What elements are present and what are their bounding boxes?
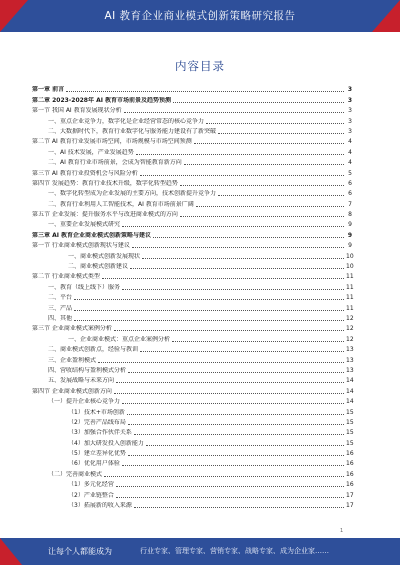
toc-entry-text: 第四节 企业商业模式创新方向 <box>32 387 112 395</box>
toc-chapter-entry[interactable] <box>32 94 352 104</box>
toc-entry[interactable] <box>32 302 352 312</box>
toc-chapter-entry[interactable] <box>32 229 352 239</box>
toc-dot-leader <box>140 175 344 176</box>
toc-page-number: 6 <box>348 179 352 187</box>
toc-dot-leader <box>128 424 344 425</box>
toc-page-number: 3 <box>348 127 352 135</box>
toc-dot-leader <box>206 123 344 124</box>
toc-page-number: 6 <box>348 190 352 198</box>
toc-page-number: 15 <box>346 439 354 447</box>
toc-page-number: 13 <box>346 346 354 354</box>
toc-page-number: 9 <box>348 242 352 250</box>
toc-dot-leader <box>66 91 344 92</box>
toc-entry-text: 二、AI 教育行业市场前景，会成为智能教育新方向 <box>48 159 182 167</box>
toc-entry[interactable] <box>32 188 352 198</box>
toc-entry[interactable] <box>32 427 352 437</box>
toc-entry-text: 第二章 2023-2028年 AI 教育市场前景及趋势预测 <box>32 96 172 104</box>
toc-page-number: 5 <box>348 169 352 177</box>
header-banner <box>0 0 400 32</box>
toc-page-number: 14 <box>346 387 354 395</box>
toc-page-number: 11 <box>346 304 354 312</box>
toc-entry[interactable] <box>32 292 352 302</box>
toc-page-number: 15 <box>346 429 354 437</box>
toc-entry[interactable] <box>32 157 352 167</box>
toc-entry-text: 第一节 我国 AI 教育发展现状分析 <box>32 107 122 115</box>
toc-dot-leader <box>180 185 344 186</box>
toc-dot-leader <box>104 476 344 477</box>
toc-entry-text: 第四节 发展趋势：教育行业技术升级，数字化转型趋势 <box>32 179 178 187</box>
toc-page-number: 10 <box>346 263 354 271</box>
toc-dot-leader <box>146 445 344 446</box>
toc-page-number: 4 <box>348 148 352 156</box>
toc-entry-text: 一、商业模式创新发展现状 <box>68 252 141 260</box>
toc-entry[interactable] <box>32 219 352 229</box>
toc-dot-leader <box>153 237 344 238</box>
toc-page-number: 14 <box>346 377 354 385</box>
toc-page-number: 3 <box>347 96 352 104</box>
toc-page-number: 4 <box>348 159 352 167</box>
toc-dot-leader <box>116 497 344 498</box>
toc-entry-text: 第五节 企业发展：提升服务水平与改进商业模式的方向 <box>32 211 178 219</box>
toc-entry-text: 一、数字化转型成为企业发展的主要方向，技术创新提升竞争力 <box>48 190 217 198</box>
toc-page-number: 15 <box>346 408 354 416</box>
toc-entry[interactable] <box>32 209 352 219</box>
toc-entry-text: （1）多元化经营 <box>68 481 114 489</box>
toc-page-number: 9 <box>347 231 352 239</box>
footer-red-corner <box>0 538 22 565</box>
toc-dot-leader <box>74 310 344 311</box>
toc-entry[interactable] <box>32 489 352 499</box>
toc-entry[interactable] <box>32 385 352 395</box>
toc-dot-leader <box>173 102 344 103</box>
report-title: AI 教育企业商业模式创新策略研究报告 <box>104 10 296 22</box>
toc-dot-leader <box>134 434 344 435</box>
toc-entry[interactable] <box>32 167 352 177</box>
toc-entry[interactable] <box>32 313 352 323</box>
toc-entry[interactable] <box>32 479 352 489</box>
toc-entry[interactable] <box>32 437 352 447</box>
toc-page-number: 11 <box>346 283 354 291</box>
toc-heading: 内容目录 <box>175 59 225 73</box>
table-of-contents <box>32 84 352 510</box>
toc-entry-text: 二、平台 <box>48 294 73 302</box>
toc-entry-text: 一、企业商业模式：重点企业案例分析 <box>68 335 171 343</box>
toc-page-number: 16 <box>346 470 354 478</box>
toc-entry[interactable] <box>32 365 352 375</box>
toc-dot-leader <box>136 154 344 155</box>
toc-entry-text: 二、商业模式创新建议 <box>68 263 129 271</box>
toc-entry-text: （2）完善产品线布局 <box>68 418 126 426</box>
toc-dot-leader <box>172 341 344 342</box>
toc-dot-leader <box>74 299 344 300</box>
toc-dot-leader <box>196 206 344 207</box>
toc-entry[interactable] <box>32 126 352 136</box>
footer-slogan: 让每个人都能成为 <box>48 547 112 556</box>
toc-page-number: 9 <box>348 221 352 229</box>
toc-entry-text: 四、营收结构与盈利模式分析 <box>48 366 127 374</box>
toc-entry-text: 二、大数据时代下，教育行业数字化与服务能力建设有了新突破 <box>48 127 217 135</box>
toc-dot-leader <box>122 465 344 466</box>
toc-page-number: 16 <box>346 450 354 458</box>
toc-dot-leader <box>134 507 344 508</box>
toc-entry-text: （6）优化用户体验 <box>68 460 120 468</box>
toc-entry-text: （5）建立差异化优势 <box>68 450 126 458</box>
toc-dot-leader <box>127 414 344 415</box>
toc-dot-leader <box>142 258 344 259</box>
toc-dot-leader <box>102 278 344 279</box>
toc-entry[interactable] <box>32 136 352 146</box>
toc-entry-text: （2）产业链整合 <box>68 491 114 499</box>
toc-page-number: 14 <box>346 398 354 406</box>
toc-entry[interactable] <box>32 396 352 406</box>
toc-page-number: 3 <box>348 107 352 115</box>
toc-page-number: 3 <box>347 86 352 94</box>
toc-dot-leader <box>218 195 344 196</box>
toc-entry-text: （一）提升企业核心竞争力 <box>48 398 121 406</box>
toc-dot-leader <box>218 133 344 134</box>
toc-entry-text: 二、教育行业利用人工智能技术，AI 教育市场前景广阔 <box>48 200 194 208</box>
toc-page-number: 13 <box>346 366 354 374</box>
toc-dot-leader <box>194 143 344 144</box>
toc-entry-text: 第一节 行业商业模式创新现状与建议 <box>32 242 130 250</box>
toc-page-number: 17 <box>346 491 354 499</box>
toc-entry-text: （二）完善商业模式 <box>48 470 103 478</box>
toc-page-number: 15 <box>346 418 354 426</box>
toc-entry-text: 一、AI 技术发展，产业发展趋势 <box>48 148 134 156</box>
toc-entry[interactable] <box>32 281 352 291</box>
toc-dot-leader <box>116 486 344 487</box>
toc-dot-leader <box>128 372 344 373</box>
toc-page-number: 12 <box>346 325 354 333</box>
toc-dot-leader <box>116 382 344 383</box>
footer-tagline: 行业专家、管理专家、营销专家、战略专家、成为企业家…… <box>140 547 329 555</box>
toc-page-number: 17 <box>346 502 354 510</box>
toc-entry-text: 第三节 AI 教育行业投资机会与风险分析 <box>32 169 138 177</box>
toc-dot-leader <box>132 247 344 248</box>
toc-entry-text: 二、商业模式创新点，经验与教训 <box>48 346 139 354</box>
toc-entry-text: 三、企业盈利模式 <box>48 356 97 364</box>
toc-entry-text: 一、教育（线上线下）服务 <box>48 283 121 291</box>
toc-entry[interactable] <box>32 240 352 250</box>
toc-entry[interactable] <box>32 344 352 354</box>
toc-entry[interactable] <box>32 250 352 260</box>
toc-entry[interactable] <box>32 448 352 458</box>
footer-banner <box>0 538 400 565</box>
toc-entry-text: 五、发展战略与未来方向 <box>48 377 115 385</box>
toc-dot-leader <box>128 455 344 456</box>
toc-entry[interactable] <box>32 500 352 510</box>
toc-page-number: 12 <box>346 314 354 322</box>
toc-entry[interactable] <box>32 406 352 416</box>
toc-dot-leader <box>114 393 344 394</box>
toc-entry[interactable] <box>32 178 352 188</box>
toc-page-number: 16 <box>346 460 354 468</box>
toc-chapter-entry[interactable] <box>32 84 352 94</box>
toc-page-number: 3 <box>348 117 352 125</box>
toc-dot-leader <box>122 289 344 290</box>
toc-page-number: 8 <box>348 211 352 219</box>
toc-dot-leader <box>124 112 344 113</box>
toc-page-number: 11 <box>346 294 354 302</box>
toc-entry-text: 第二节 AI 教育行业发展市场空间，市场规模与市场空间预测 <box>32 138 192 146</box>
toc-entry[interactable] <box>32 146 352 156</box>
toc-entry[interactable] <box>32 375 352 385</box>
toc-page-number: 16 <box>346 481 354 489</box>
toc-entry-text: 三、产品 <box>48 304 73 312</box>
toc-dot-leader <box>184 164 344 165</box>
toc-entry[interactable] <box>32 458 352 468</box>
page-number: 1 <box>340 528 344 534</box>
toc-entry[interactable] <box>32 468 352 478</box>
toc-entry-text: （3）加强合作伙伴关系 <box>68 429 132 437</box>
toc-dot-leader <box>114 330 344 331</box>
toc-entry[interactable] <box>32 198 352 208</box>
toc-dot-leader <box>122 226 344 227</box>
toc-entry[interactable] <box>32 354 352 364</box>
toc-dot-leader <box>122 403 344 404</box>
toc-dot-leader <box>180 216 344 217</box>
toc-entry-text: 四、其他 <box>48 314 73 322</box>
toc-entry-text: 第三节 企业商业模式案例分析 <box>32 325 112 333</box>
toc-entry-text: （4）加大研发投入创新能力 <box>68 439 144 447</box>
toc-dot-leader <box>98 362 344 363</box>
toc-dot-leader <box>74 320 344 321</box>
toc-entry[interactable] <box>32 417 352 427</box>
toc-entry-text: （3）拓展新的收入来源 <box>68 502 132 510</box>
toc-page-number: 10 <box>346 252 354 260</box>
toc-entry[interactable] <box>32 271 352 281</box>
toc-entry-text: 一、重点企业竞争力，数字化是企业经营常态的核心竞争力 <box>48 117 205 125</box>
toc-entry[interactable] <box>32 261 352 271</box>
toc-dot-leader <box>130 268 344 269</box>
toc-page-number: 12 <box>346 335 354 343</box>
toc-dot-leader <box>140 351 344 352</box>
toc-entry-text: 一、重要企业发展模式研究 <box>48 221 121 229</box>
toc-entry[interactable] <box>32 333 352 343</box>
toc-entry[interactable] <box>32 105 352 115</box>
toc-entry-text: 第二节 行业商业模式类型 <box>32 273 100 281</box>
toc-entry-text: （1）技术+市场创新 <box>68 408 125 416</box>
toc-page-number: 7 <box>348 200 352 208</box>
toc-page-number: 4 <box>348 138 352 146</box>
toc-entry-text: 第一章 前言 <box>32 86 65 94</box>
toc-page-number: 11 <box>346 273 354 281</box>
toc-entry[interactable] <box>32 115 352 125</box>
toc-entry[interactable] <box>32 323 352 333</box>
toc-entry-text: 第三章 AI 教育企业商业模式创新策略与建议 <box>32 231 152 239</box>
toc-page-number: 13 <box>346 356 354 364</box>
